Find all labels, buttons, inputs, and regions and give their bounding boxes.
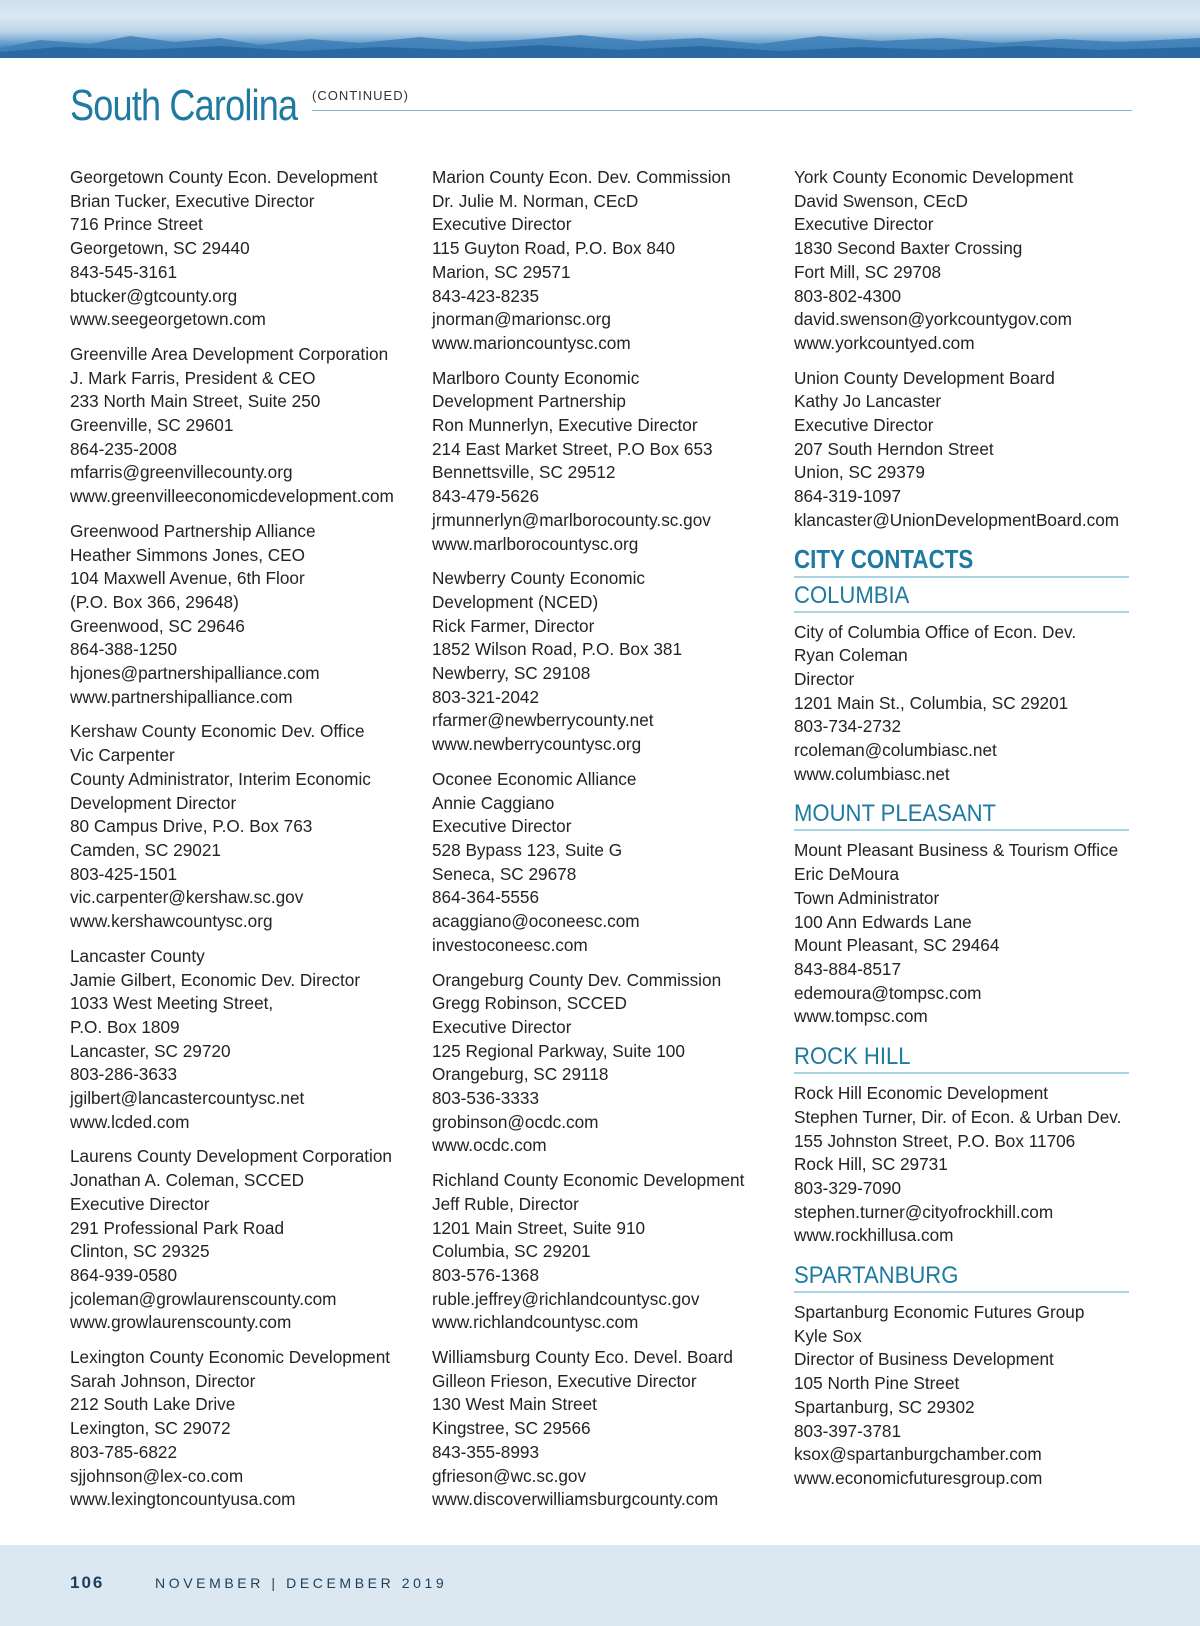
- entry-line: www.economicfuturesgroup.com: [794, 1467, 1043, 1488]
- directory-entry: [794, 166, 1134, 356]
- entry-line: www.columbiasc.net: [794, 763, 950, 784]
- entry-line: Executive Director: [794, 415, 934, 436]
- entry-line: hjones@partnershipalliance.com: [70, 663, 320, 684]
- entry-line: Lancaster, SC 29720: [70, 1040, 231, 1061]
- entry-line: 207 South Herndon Street: [794, 438, 994, 459]
- entry-line: Rock Hill Economic Development: [794, 1083, 1049, 1104]
- entry-line: Annie Caggiano: [432, 792, 555, 813]
- entry-line: Union, SC 29379: [794, 462, 925, 483]
- entry-line: 291 Professional Park Road: [70, 1217, 285, 1238]
- county-entries: [794, 166, 1134, 533]
- entry-line: www.discoverwilliamsburgcounty.com: [432, 1489, 719, 1510]
- entry-line: 105 North Pine Street: [794, 1373, 960, 1394]
- entry-line: 843-884-8517: [794, 958, 902, 979]
- header-banner-image: [0, 0, 1200, 58]
- entry-line: grobinson@ocdc.com: [432, 1111, 599, 1132]
- entry-line: 803-329-7090: [794, 1177, 902, 1198]
- directory-column-1: [70, 166, 410, 1523]
- entry-line: (P.O. Box 366, 29648): [70, 591, 239, 612]
- entry-line: Development (NCED): [432, 591, 599, 612]
- entry-line: jrmunnerlyn@marlborocounty.sc.gov: [432, 509, 711, 530]
- entry-line: Greenville Area Development Corporation: [70, 343, 389, 364]
- entry-line: 843-423-8235: [432, 285, 540, 306]
- entry-line: Laurens County Development Corporation: [70, 1146, 392, 1167]
- entry-line: 803-425-1501: [70, 863, 178, 884]
- entry-line: ksox@spartanburgchamber.com: [794, 1444, 1042, 1465]
- entry-line: 803-802-4300: [794, 285, 902, 306]
- entry-line: Fort Mill, SC 29708: [794, 261, 942, 282]
- entry-line: Mount Pleasant, SC 29464: [794, 935, 1000, 956]
- entry-line: 80 Campus Drive, P.O. Box 763: [70, 816, 313, 837]
- directory-entry: [432, 969, 772, 1159]
- entry-line: Greenwood Partnership Alliance: [70, 520, 316, 541]
- city-contacts-divider: [794, 576, 1129, 578]
- entry-line: 864-319-1097: [794, 486, 902, 507]
- entry-line: Camden, SC 29021: [70, 839, 221, 860]
- directory-entry: [794, 1082, 1134, 1248]
- entry-line: www.lexingtoncountyusa.com: [70, 1489, 296, 1510]
- entry-line: www.marlborocountysc.org: [432, 533, 639, 554]
- directory-entry: [70, 520, 410, 710]
- entry-line: Lexington County Economic Development: [70, 1347, 391, 1368]
- entry-line: Mount Pleasant Business & Tourism Office: [794, 840, 1119, 861]
- entry-line: Vic Carpenter: [70, 745, 175, 766]
- entry-line: mfarris@greenvillecounty.org: [70, 462, 293, 483]
- entry-line: 1852 Wilson Road, P.O. Box 381: [432, 639, 683, 660]
- entry-line: Newberry, SC 29108: [432, 663, 591, 684]
- entry-line: Kathy Jo Lancaster: [794, 391, 942, 412]
- entry-line: Jamie Gilbert, Economic Dev. Director: [70, 969, 361, 990]
- page-footer: [0, 1545, 1200, 1626]
- entry-line: Kyle Sox: [794, 1325, 862, 1346]
- entry-line: Brian Tucker, Executive Director: [70, 190, 315, 211]
- directory-entry: [794, 621, 1134, 787]
- entry-line: 212 South Lake Drive: [70, 1394, 236, 1415]
- entry-line: Richland County Economic Development: [432, 1170, 745, 1191]
- entry-line: Executive Director: [70, 1193, 210, 1214]
- entry-line: 803-734-2732: [794, 716, 902, 737]
- directory-entry: [432, 567, 772, 757]
- directory-entry: [794, 367, 1134, 533]
- entry-line: sjjohnson@lex-co.com: [70, 1465, 244, 1486]
- city-heading: MOUNT PLEASANT: [794, 800, 997, 828]
- page-title-row: [70, 80, 1132, 132]
- entry-line: Gilleon Frieson, Executive Director: [432, 1370, 697, 1391]
- city-divider: [794, 611, 1129, 613]
- directory-entry: [70, 945, 410, 1135]
- entry-line: www.ocdc.com: [432, 1135, 547, 1156]
- continued-label: (CONTINUED): [312, 88, 409, 103]
- city-heading: ROCK HILL: [794, 1043, 911, 1071]
- mountain-landscape-icon: [0, 0, 1200, 58]
- entry-line: Marion, SC 29571: [432, 261, 571, 282]
- entry-line: Executive Director: [432, 214, 572, 235]
- entry-line: 864-388-1250: [70, 639, 178, 660]
- entry-line: rcoleman@columbiasc.net: [794, 740, 997, 761]
- entry-line: Jeff Ruble, Director: [432, 1193, 579, 1214]
- entry-line: Rock Hill, SC 29731: [794, 1154, 948, 1175]
- entry-line: btucker@gtcounty.org: [70, 285, 238, 306]
- entry-line: Spartanburg Economic Futures Group: [794, 1302, 1085, 1323]
- entry-line: Kingstree, SC 29566: [432, 1418, 591, 1439]
- entry-line: 125 Regional Parkway, Suite 100: [432, 1040, 685, 1061]
- entry-line: www.kershawcountysc.org: [70, 911, 273, 932]
- entry-line: Sarah Johnson, Director: [70, 1370, 256, 1391]
- entry-line: investoconeesc.com: [432, 934, 588, 955]
- entry-line: Director of Business Development: [794, 1349, 1054, 1370]
- entry-line: P.O. Box 1809: [70, 1016, 180, 1037]
- entry-line: Greenville, SC 29601: [70, 415, 234, 436]
- city-divider: [794, 829, 1129, 831]
- directory-entry: [432, 166, 772, 356]
- entry-line: Jonathan A. Coleman, SCCED: [70, 1170, 305, 1191]
- directory-entry: [432, 768, 772, 958]
- entry-line: 803-286-3633: [70, 1064, 178, 1085]
- entry-line: Executive Director: [432, 1016, 572, 1037]
- entry-line: Marion County Econ. Dev. Commission: [432, 167, 731, 187]
- entry-line: www.marioncountysc.com: [432, 332, 631, 353]
- city-divider: [794, 1291, 1129, 1293]
- entry-line: www.rockhillusa.com: [794, 1225, 954, 1246]
- entry-line: Ron Munnerlyn, Executive Director: [432, 415, 698, 436]
- entry-line: David Swenson, CEcD: [794, 190, 968, 211]
- entry-line: Rick Farmer, Director: [432, 615, 595, 636]
- entry-line: jnorman@marionsc.org: [432, 309, 611, 330]
- entry-line: vic.carpenter@kershaw.sc.gov: [70, 887, 304, 908]
- entry-line: Oconee Economic Alliance: [432, 768, 637, 789]
- entry-line: 233 North Main Street, Suite 250: [70, 391, 321, 412]
- directory-entry: [432, 1346, 772, 1512]
- entry-line: 115 Guyton Road, P.O. Box 840: [432, 238, 676, 259]
- entry-line: Georgetown, SC 29440: [70, 238, 250, 259]
- entry-line: rfarmer@newberrycounty.net: [432, 710, 654, 731]
- entry-line: 528 Bypass 123, Suite G: [432, 839, 623, 860]
- entry-line: www.yorkcountyed.com: [794, 332, 975, 353]
- directory-column-3: [794, 166, 1134, 1505]
- city-contact: [794, 800, 1134, 1029]
- entry-line: 864-364-5556: [432, 887, 540, 908]
- entry-line: 214 East Market Street, P.O Box 653: [432, 438, 713, 459]
- entry-line: Executive Director: [794, 214, 934, 235]
- directory-entry: [432, 367, 772, 557]
- entry-line: 803-321-2042: [432, 686, 540, 707]
- entry-line: Dr. Julie M. Norman, CEcD: [432, 190, 639, 211]
- entry-line: 1033 West Meeting Street,: [70, 993, 274, 1014]
- city-contact: [794, 1043, 1134, 1248]
- entry-line: www.tompsc.com: [794, 1006, 928, 1027]
- entry-line: 864-235-2008: [70, 438, 178, 459]
- entry-line: acaggiano@oconeesc.com: [432, 911, 640, 932]
- entry-line: 803-576-1368: [432, 1264, 540, 1285]
- city-heading: SPARTANBURG: [794, 1262, 959, 1290]
- directory-entry: [70, 1346, 410, 1512]
- entry-line: klancaster@UnionDevelopmentBoard.com: [794, 509, 1120, 530]
- entry-line: 803-536-3333: [432, 1088, 540, 1109]
- city-contact: [794, 582, 1134, 787]
- entry-line: Union County Development Board: [794, 367, 1055, 388]
- entry-line: Lexington, SC 29072: [70, 1418, 231, 1439]
- entry-line: www.partnershipalliance.com: [70, 686, 293, 707]
- directory-entry: [794, 839, 1134, 1029]
- entry-line: gfrieson@wc.sc.gov: [432, 1465, 587, 1486]
- entry-line: david.swenson@yorkcountygov.com: [794, 309, 1072, 330]
- entry-line: Executive Director: [432, 816, 572, 837]
- entry-line: Bennettsville, SC 29512: [432, 462, 616, 483]
- entry-line: www.seegeorgetown.com: [70, 309, 266, 330]
- entry-line: www.greenvilleeconomicdevelopment.com: [70, 486, 394, 507]
- directory-entry: [432, 1169, 772, 1335]
- entry-line: 1201 Main Street, Suite 910: [432, 1217, 646, 1238]
- entry-line: Development Director: [70, 792, 237, 813]
- entry-line: Spartanburg, SC 29302: [794, 1396, 975, 1417]
- directory-column-2: [432, 166, 772, 1523]
- entry-line: 155 Johnston Street, P.O. Box 11706: [794, 1130, 1076, 1151]
- entry-line: Lancaster County: [70, 945, 205, 966]
- entry-line: Williamsburg County Eco. Devel. Board: [432, 1347, 733, 1368]
- entry-line: 803-397-3781: [794, 1420, 902, 1441]
- directory-entry: [794, 1301, 1134, 1491]
- entry-line: Development Partnership: [432, 391, 626, 412]
- entry-line: stephen.turner@cityofrockhill.com: [794, 1201, 1054, 1222]
- entry-line: City of Columbia Office of Econ. Dev.: [794, 621, 1077, 642]
- entry-line: www.newberrycountysc.org: [432, 734, 642, 755]
- entry-line: 100 Ann Edwards Lane: [794, 911, 972, 932]
- entry-line: Seneca, SC 29678: [432, 863, 577, 884]
- directory-entry: [70, 720, 410, 933]
- entry-line: 1201 Main St., Columbia, SC 29201: [794, 692, 1069, 713]
- entry-line: Eric DeMoura: [794, 864, 900, 885]
- city-contacts-list: [794, 582, 1134, 1491]
- entry-line: County Administrator, Interim Economic: [70, 768, 371, 789]
- entry-line: Columbia, SC 29201: [432, 1241, 591, 1262]
- entry-line: Stephen Turner, Dir. of Econ. & Urban Dev.: [794, 1106, 1122, 1127]
- entry-line: Newberry County Economic: [432, 568, 646, 589]
- entry-line: 864-939-0580: [70, 1264, 178, 1285]
- entry-line: www.lcded.com: [70, 1111, 190, 1132]
- entry-line: J. Mark Farris, President & CEO: [70, 367, 316, 388]
- directory-entry: [70, 166, 410, 332]
- entry-line: Georgetown County Econ. Development: [70, 167, 378, 187]
- page-number: 106: [70, 1573, 105, 1592]
- entry-line: Greenwood, SC 29646: [70, 615, 245, 636]
- entry-line: 843-355-8993: [432, 1441, 540, 1462]
- entry-line: 803-785-6822: [70, 1441, 178, 1462]
- city-heading: COLUMBIA: [794, 581, 910, 609]
- city-divider: [794, 1072, 1129, 1074]
- entry-line: 130 West Main Street: [432, 1394, 597, 1415]
- entry-line: 843-479-5626: [432, 486, 540, 507]
- entry-line: 104 Maxwell Avenue, 6th Floor: [70, 568, 305, 589]
- entry-line: Heather Simmons Jones, CEO: [70, 544, 305, 565]
- directory-entry: [70, 1145, 410, 1335]
- entry-line: www.richlandcountysc.com: [432, 1312, 639, 1333]
- entry-line: Clinton, SC 29325: [70, 1241, 210, 1262]
- entry-line: 716 Prince Street: [70, 214, 203, 235]
- entry-line: Orangeburg, SC 29118: [432, 1064, 609, 1085]
- entry-line: ruble.jeffrey@richlandcountysc.gov: [432, 1288, 700, 1309]
- issue-date: NOVEMBER | DECEMBER 2019: [155, 1575, 448, 1591]
- directory-entry: [70, 343, 410, 509]
- entry-line: www.growlaurenscounty.com: [70, 1312, 292, 1333]
- entry-line: Town Administrator: [794, 887, 940, 908]
- entry-line: Gregg Robinson, SCCED: [432, 993, 627, 1014]
- page-title: South Carolina: [70, 81, 298, 130]
- city-contact: [794, 1262, 1134, 1491]
- entry-line: Marlboro County Economic: [432, 367, 640, 388]
- entry-line: 843-545-3161: [70, 261, 178, 282]
- entry-line: Director: [794, 668, 855, 689]
- title-divider: [312, 110, 1132, 111]
- entry-line: York County Economic Development: [794, 167, 1074, 187]
- entry-line: edemoura@tompsc.com: [794, 982, 982, 1003]
- entry-line: jgilbert@lancastercountysc.net: [70, 1088, 305, 1109]
- entry-line: Kershaw County Economic Dev. Office: [70, 721, 365, 742]
- entry-line: jcoleman@growlaurenscounty.com: [70, 1288, 337, 1309]
- entry-line: Ryan Coleman: [794, 645, 908, 666]
- city-contacts-heading: CITY CONTACTS: [794, 543, 974, 574]
- entry-line: Orangeburg County Dev. Commission: [432, 969, 722, 990]
- entry-line: 1830 Second Baxter Crossing: [794, 238, 1023, 259]
